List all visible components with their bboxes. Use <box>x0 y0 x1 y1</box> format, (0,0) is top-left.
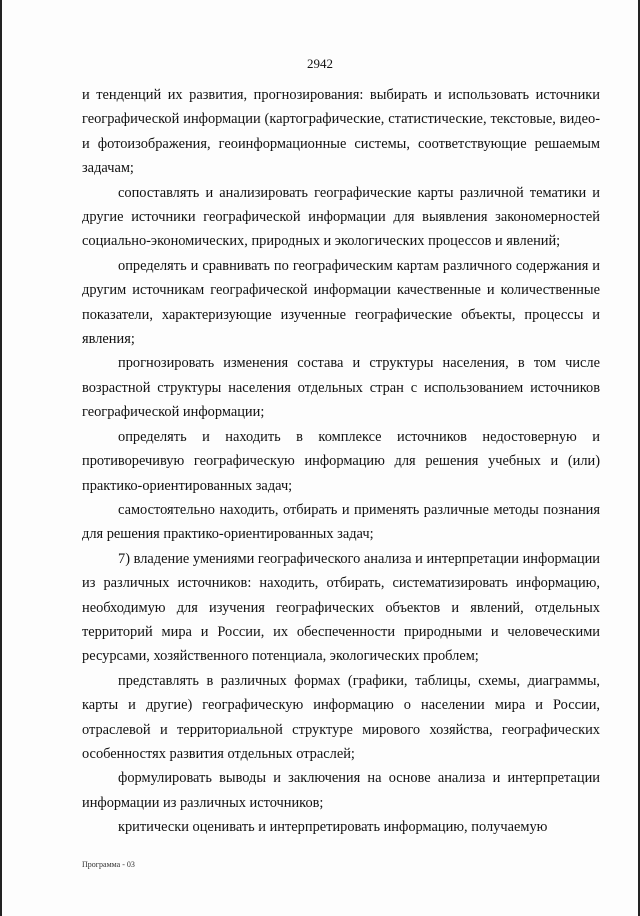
paragraph: формулировать выводы и заключения на основе анализа и интерпретации информации из различных источников; <box>82 770 600 811</box>
page-number: 2942 <box>307 56 333 71</box>
paragraph: 7) владение умениями географического анализа и интерпретации информации из различных источников: находить, отбирать, систематизировать информацию, необходимую для изучения географических объектов и явлений, отдельных территорий мира и России, их обеспеченности природными и человеческими ресурсами, хозяйственного потенциала, экологических проблем; <box>82 550 600 665</box>
paragraph: представлять в различных формах (графики, таблицы, схемы, диаграммы, карты и другие) географическую информацию о населении мира и России, отраслевой и территориальной структуре мирового хозяйства, географических особенностях развития отдельных отраслей; <box>82 672 600 762</box>
paragraph: и тенденций их развития, прогнозирования: выбирать и использовать источники географической информации (картографические, статистические, текстовые, видео- и фотоизображения, геоинформационные системы, соответствующие решаемым задачам; <box>82 87 600 177</box>
paragraph: определять и находить в комплексе источников недостоверную и противоречивую географическую информацию для решения учебных и (или) практико-ориентированных задач; <box>82 428 600 494</box>
footer-label: Программа - 03 <box>82 860 135 869</box>
paragraph: сопоставлять и анализировать географические карты различной тематики и другие источники географической информации для выявления закономерностей социально-экономических, природных и экологических процессов и явлений; <box>82 184 600 250</box>
paragraph: самостоятельно находить, отбирать и применять различные методы познания для решения практико-ориентированных задач; <box>82 501 600 543</box>
paragraph: критически оценивать и интерпретировать информацию, получаемую <box>118 819 548 836</box>
body-text <box>82 83 600 840</box>
paragraph: прогнозировать изменения состава и структуры населения, в том числе возрастной структуры населения отдельных стран с использованием источников географической информации; <box>82 355 600 421</box>
paragraph: определять и сравнивать по географическим картам различного содержания и другим источникам географической информации качественные и количественные показатели, характеризующие изученные географические объекты, процессы и явления; <box>82 257 600 348</box>
